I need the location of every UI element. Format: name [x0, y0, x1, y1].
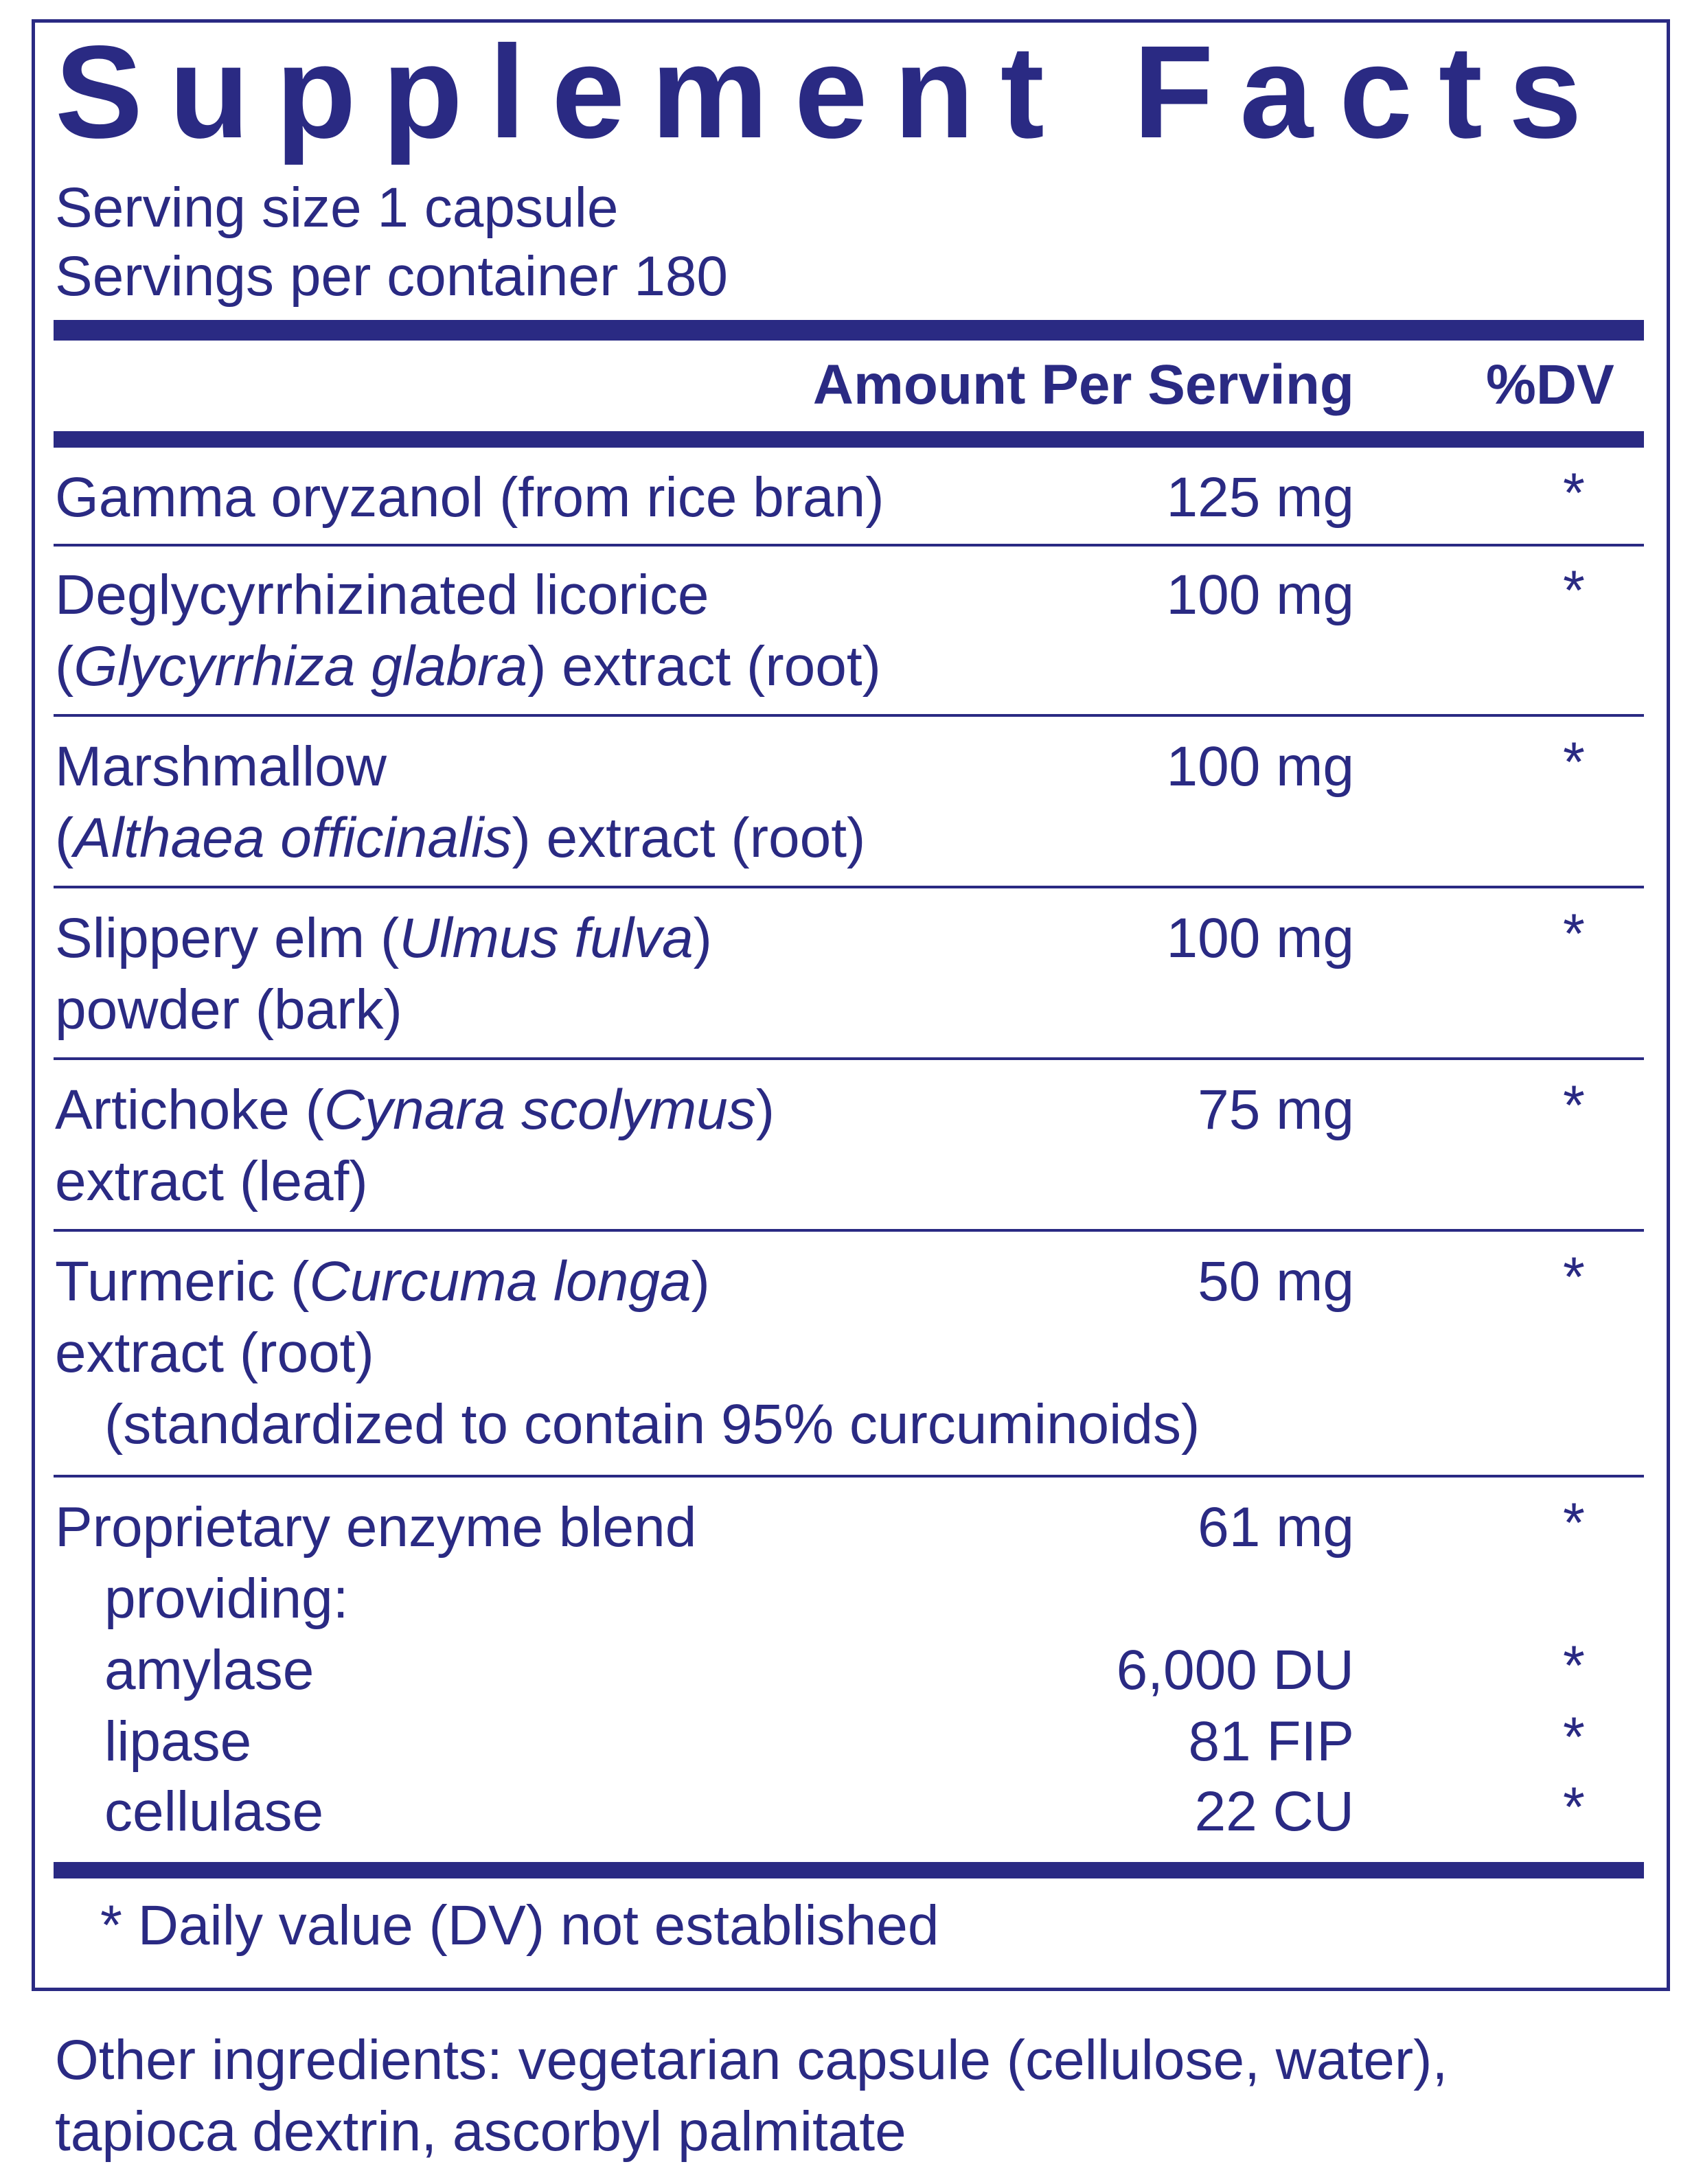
- column-header-rule: [54, 431, 1644, 448]
- dv-asterisk: *: [1563, 903, 1585, 965]
- ingredient-amount: 125 mg: [1166, 466, 1354, 529]
- row-divider: [54, 1229, 1644, 1232]
- ingredient-amount: 100 mg: [1166, 907, 1354, 969]
- enzyme-name: lipase: [104, 1710, 252, 1773]
- ingredient-name: Marshmallow: [55, 735, 387, 798]
- row-divider: [54, 886, 1644, 888]
- other-ingredients-line2: tapioca dextrin, ascorbyl palmitate: [55, 2100, 906, 2163]
- dv-header: %DV: [1486, 354, 1614, 416]
- ingredient-latin-line: (Althaea officinalis) extract (root): [55, 807, 866, 869]
- dv-footnote: * Daily value (DV) not established: [100, 1894, 939, 1957]
- dv-asterisk: *: [1563, 560, 1585, 622]
- ingredient-name: Deglycyrrhizinated licorice: [55, 564, 709, 626]
- ingredient-name: Turmeric (Curcuma longa): [55, 1250, 710, 1313]
- standardization-note: (standardized to contain 95% curcuminoids): [104, 1393, 1200, 1456]
- enzyme-providing: providing:: [104, 1567, 349, 1630]
- ingredient-amount: 50 mg: [1198, 1250, 1354, 1313]
- dv-asterisk: *: [1563, 1706, 1585, 1769]
- latin-name: Althaea officinalis: [73, 807, 512, 869]
- latin-name: Cynara scolymus: [323, 1079, 756, 1141]
- enzyme-blend-amount: 61 mg: [1198, 1496, 1354, 1559]
- panel-title: Supplement Facts: [55, 18, 1608, 165]
- dv-asterisk: *: [1563, 1776, 1585, 1839]
- latin-name: Ulmus fulva: [399, 907, 694, 969]
- row-divider: [54, 544, 1644, 547]
- enzyme-amount: 81 FIP: [1188, 1710, 1354, 1773]
- ingredient-name-line2: extract (root): [55, 1322, 374, 1384]
- ingredient-amount: 100 mg: [1166, 564, 1354, 626]
- ingredient-latin-line: (Glycyrrhiza glabra) extract (root): [55, 635, 881, 698]
- servings-per-container: Servings per container 180: [55, 245, 729, 308]
- plant-part: ) extract (root): [527, 635, 881, 698]
- row-divider: [54, 1057, 1644, 1060]
- ingredient-name: Artichoke (Cynara scolymus): [55, 1079, 775, 1141]
- other-ingredients-line1: Other ingredients: vegetarian capsule (cellulose, water),: [55, 2029, 1448, 2091]
- ingredient-name-line2: powder (bark): [55, 978, 402, 1041]
- row-divider: [54, 1475, 1644, 1478]
- dv-asterisk: *: [1563, 1246, 1585, 1309]
- row-divider: [54, 714, 1644, 717]
- amount-per-serving-header: Amount Per Serving: [812, 354, 1354, 416]
- latin-name: Curcuma longa: [309, 1250, 692, 1313]
- ingredient-name-line2: extract (leaf): [55, 1150, 368, 1212]
- header-rule: [54, 320, 1644, 341]
- ingredient-name: Gamma oryzanol (from rice bran): [55, 466, 884, 529]
- ingredient-amount: 75 mg: [1198, 1079, 1354, 1141]
- dv-asterisk: *: [1563, 731, 1585, 794]
- ingredient-amount: 100 mg: [1166, 735, 1354, 798]
- enzyme-name: cellulase: [104, 1780, 324, 1843]
- serving-size: Serving size 1 capsule: [55, 176, 619, 239]
- enzyme-amount: 22 CU: [1194, 1780, 1354, 1843]
- ingredient-name: Slippery elm (Ulmus fulva): [55, 907, 712, 969]
- enzyme-amount: 6,000 DU: [1116, 1639, 1354, 1701]
- latin-name: Glycyrrhiza glabra: [73, 635, 528, 698]
- dv-asterisk: *: [1563, 1074, 1585, 1137]
- dv-asterisk: *: [1563, 462, 1585, 525]
- dv-asterisk: *: [1563, 1492, 1585, 1554]
- plant-part: ) extract (root): [512, 807, 866, 869]
- enzyme-blend-name: Proprietary enzyme blend: [55, 1496, 697, 1559]
- enzyme-name: amylase: [104, 1639, 315, 1701]
- dv-asterisk: *: [1563, 1635, 1585, 1697]
- footer-rule: [54, 1862, 1644, 1878]
